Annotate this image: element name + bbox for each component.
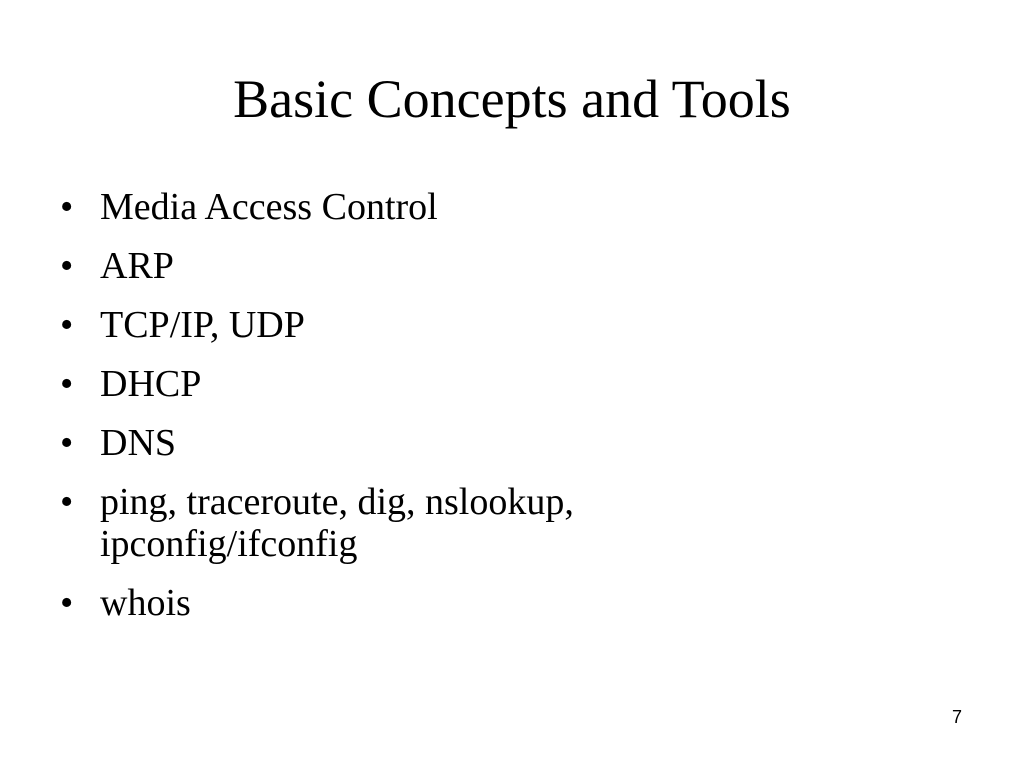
- bullet-text: ping, traceroute, dig, nslookup, ipconfig/ifconfig: [100, 481, 574, 565]
- bullet-item-media-access-control: [60, 186, 960, 228]
- bullet-list: [60, 186, 960, 641]
- bullet-icon: •: [60, 582, 74, 624]
- slide-title: Basic Concepts and Tools: [233, 69, 791, 129]
- slide-number: 7: [951, 707, 962, 727]
- bullet-item-dhcp: [60, 363, 960, 405]
- bullet-item-whois: [60, 582, 960, 624]
- bullet-text: DHCP: [100, 363, 202, 405]
- bullet-text: ARP: [100, 245, 174, 287]
- bullet-text: DNS: [100, 422, 177, 464]
- bullet-item-arp: [60, 245, 960, 287]
- bullet-icon: •: [60, 481, 74, 523]
- bullet-text: whois: [100, 582, 191, 624]
- bullet-text: TCP/IP, UDP: [100, 304, 305, 346]
- bullet-item-network-tools: [60, 481, 720, 565]
- bullet-icon: •: [60, 363, 74, 405]
- bullet-icon: •: [60, 245, 74, 287]
- bullet-text: Media Access Control: [100, 186, 438, 228]
- bullet-icon: •: [60, 304, 74, 346]
- bullet-icon: •: [60, 422, 74, 464]
- bullet-item-tcp-ip-udp: [60, 304, 960, 346]
- bullet-icon: •: [60, 186, 74, 228]
- bullet-item-dns: [60, 422, 960, 464]
